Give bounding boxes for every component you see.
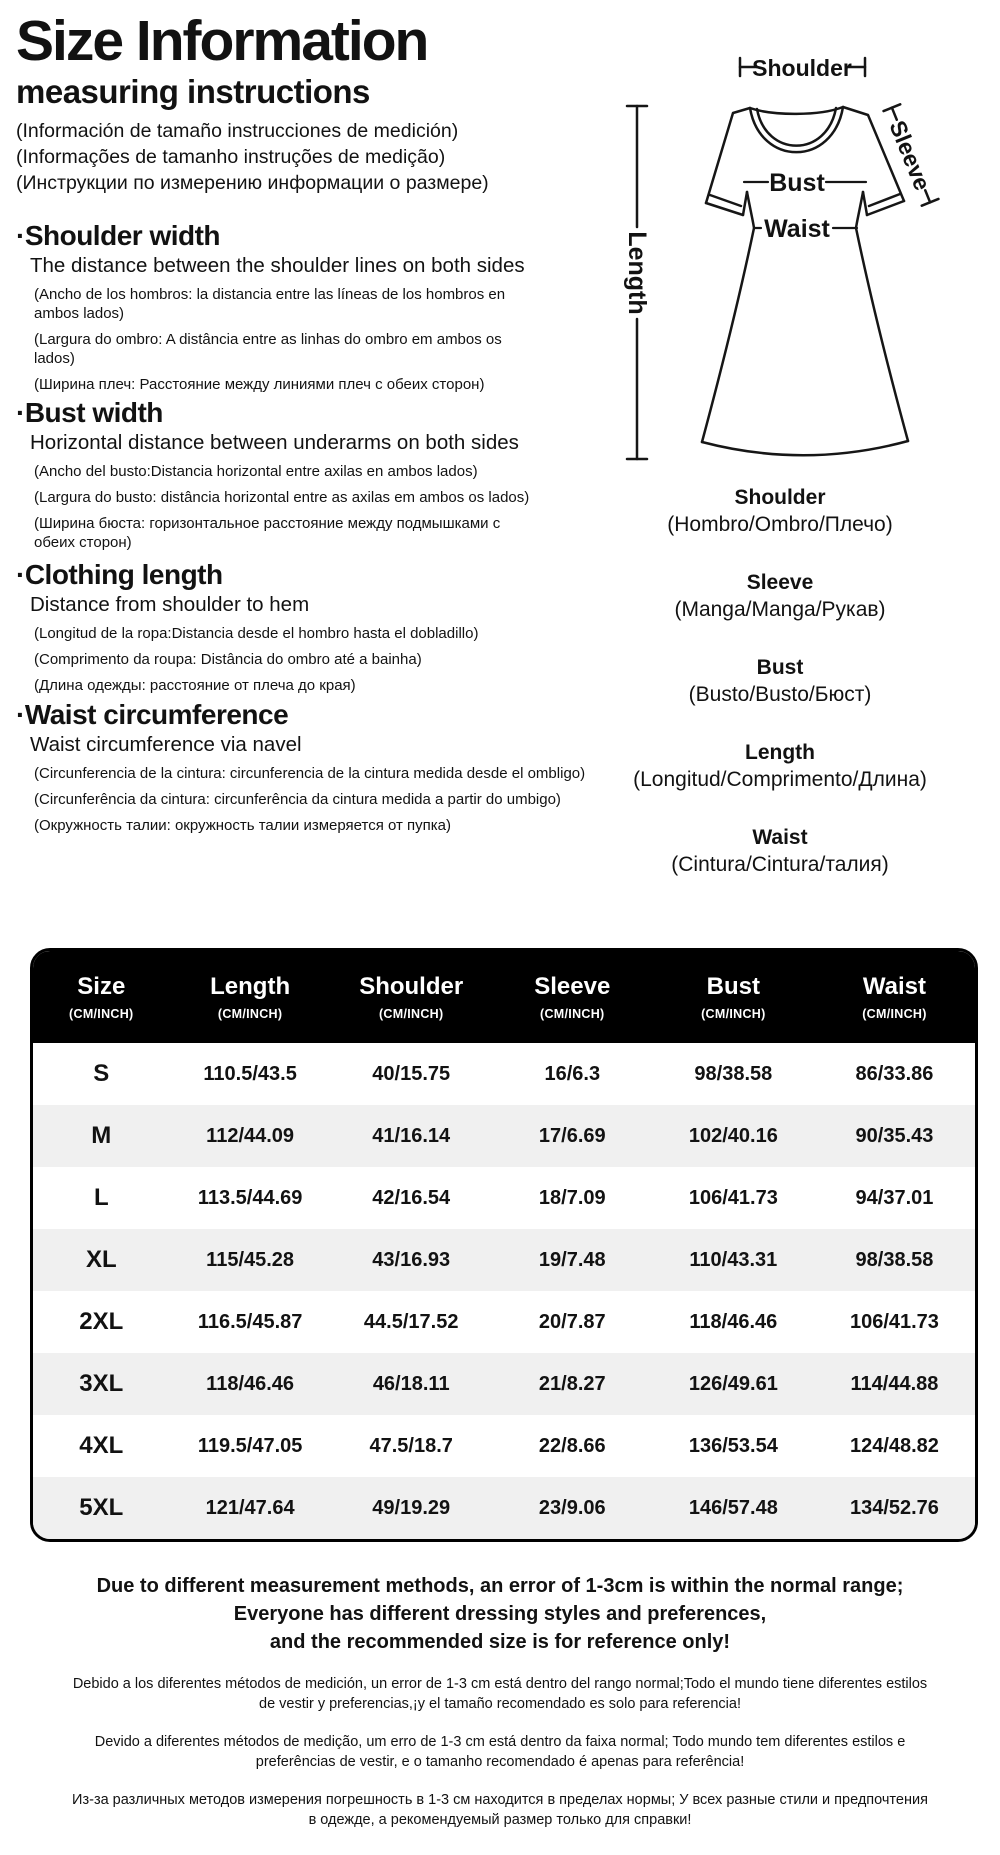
subtitle-translation: (Инструкции по измерению информации о размере) [16, 172, 489, 195]
measurement-section [16, 699, 726, 835]
column-header [331, 951, 492, 1043]
value-cell: 44.5/17.52 [363, 1310, 459, 1333]
measure-label-name: Waist [752, 826, 808, 849]
section-translation: (Largura do ombro: A distância entre as linhas do ombro em ambos os lados) [34, 331, 502, 367]
column-header-label: Size [77, 972, 126, 1000]
value-cell: 17/6.69 [538, 1124, 606, 1147]
length-label: Length [623, 231, 651, 315]
value-cell: 118/46.46 [689, 1310, 778, 1333]
column-header-label: Length [210, 972, 291, 1000]
size-table-head [33, 951, 975, 1043]
measure-translation-list [560, 484, 1000, 909]
measure-label-translation: (Cintura/Cintura/талия) [671, 853, 889, 876]
sleeve-label: Sleeve [884, 116, 936, 195]
waist-label: Waist [764, 215, 830, 243]
value-cell: 110.5/43.5 [203, 1062, 297, 1085]
column-header-unit: (CM/INCH) [69, 1006, 134, 1021]
value-cell: 126/49.61 [688, 1372, 778, 1395]
size-cell: XL [85, 1246, 117, 1273]
value-cell: 94/37.01 [855, 1186, 934, 1209]
value-cell: 23/9.06 [538, 1496, 606, 1519]
section-translation: (Longitud de la ropa:Distancia desde el hombro hasta el dobladillo) [34, 625, 479, 642]
footer-translation: Debido a los diferentes métodos de medición, un error de 1-3 cm está dentro del rango normal;Todo el mundo tiene diferentes estilos de vestir y preferencias,¡y el tamaño recomendado es solo para referencia! [72, 1676, 928, 1712]
value-cell: 106/41.73 [688, 1186, 778, 1209]
measure-label-translation: (Longitud/Comprimento/Длина) [633, 768, 927, 791]
section-translation: (Circunferencia de la cintura: circunferencia de la cintura medida desde el ombligo) [34, 765, 586, 782]
column-header-unit: (CM/INCH) [217, 1006, 283, 1021]
value-cell: 86/33.86 [855, 1062, 934, 1085]
dress-diagram-svg [530, 35, 980, 475]
measure-label-name: Shoulder [734, 486, 826, 509]
value-cell: 118/46.46 [206, 1372, 295, 1395]
section-description: The distance between the shoulder lines on both sides [30, 254, 525, 277]
value-cell: 121/47.64 [205, 1496, 295, 1519]
section-translation: (Длина одежды: расстояние от плеча до края) [34, 677, 356, 694]
column-header-label: Waist [862, 972, 926, 1000]
size-cell: 5XL [79, 1494, 124, 1521]
shoulder-label: Shoulder [752, 55, 852, 81]
column-header-unit: (CM/INCH) [701, 1006, 766, 1021]
value-cell: 21/8.27 [538, 1372, 606, 1395]
value-cell: 20/7.87 [538, 1310, 606, 1333]
measure-label-item [560, 484, 1000, 538]
measure-label-name: Length [745, 741, 815, 764]
value-cell: 113.5/44.69 [197, 1186, 303, 1209]
footer-highlight [30, 1572, 970, 1656]
section-description: Horizontal distance between underarms on both sides [30, 431, 519, 454]
value-cell: 19/7.48 [538, 1248, 606, 1271]
value-cell: 18/7.09 [538, 1186, 606, 1209]
value-cell: 119.5/47.05 [197, 1434, 303, 1457]
value-cell: 41/16.14 [372, 1124, 451, 1147]
section-heading: ·Shoulder width [16, 220, 221, 251]
value-cell: 22/8.66 [538, 1434, 606, 1457]
section-translation: (Comprimento da roupa: Distância do ombro até a bainha) [34, 651, 422, 668]
value-cell: 146/57.48 [688, 1496, 778, 1519]
subtitle-translations [16, 118, 556, 196]
size-cell: 4XL [79, 1432, 124, 1459]
footer-note-line: and the recommended size is for reference only! [269, 1631, 731, 1653]
table-row [33, 1229, 975, 1291]
page-subtitle: measuring instructions [16, 72, 370, 110]
column-header [653, 951, 814, 1043]
measurement-section [16, 559, 536, 695]
measure-label-translation: (Hombro/Ombro/Плечо) [667, 513, 893, 536]
section-translation: (Circunferência da cintura: circunferência da cintura medida a partir do umbigo) [34, 791, 561, 808]
subtitle-translation: (Información de tamaño instrucciones de medición) [16, 120, 459, 143]
value-cell: 106/41.73 [849, 1310, 939, 1333]
value-cell: 49/19.29 [372, 1496, 451, 1519]
value-cell: 98/38.58 [694, 1062, 773, 1085]
footer-translation: Из-за различных методов измерения погрешность в 1-3 см находится в пределах нормы; У всех разные стили и предпочтения в одежде, а рекомендуемый размер только для справки! [72, 1792, 928, 1828]
table-row [33, 1291, 975, 1353]
value-cell: 40/15.75 [372, 1062, 451, 1085]
value-cell: 102/40.16 [688, 1124, 778, 1147]
section-translation: (Ширина плеч: Расстояние между линиями плеч с обеих сторон) [34, 376, 485, 393]
size-cell: L [93, 1184, 109, 1211]
value-cell: 116.5/45.87 [197, 1310, 303, 1333]
section-translation: (Ancho de los hombros: la distancia entre las líneas de los hombros en ambos lados) [34, 286, 506, 322]
section-translation: (Ширина бюста: горизонтальное расстояние между подмышками с обеих сторон) [34, 515, 501, 551]
size-cell: S [93, 1060, 110, 1087]
section-heading: ·Bust width [16, 397, 163, 428]
column-header [33, 951, 170, 1043]
section-heading: ·Waist circumference [16, 699, 289, 730]
section-description: Distance from shoulder to hem [30, 593, 310, 616]
footer-translation: Devido a diferentes métodos de medição, um erro de 1-3 cm está dentro da faixa normal; Todo mundo tem diferentes estilos e preferências de vestir, e o tamanho recomendado é apenas para referência! [94, 1734, 906, 1770]
size-cell: M [91, 1122, 112, 1149]
column-header-unit: (CM/INCH) [540, 1006, 605, 1021]
size-cell: 3XL [79, 1370, 124, 1397]
value-cell: 112/44.09 [206, 1124, 295, 1147]
value-cell: 124/48.82 [849, 1434, 939, 1457]
column-header-label: Sleeve [534, 972, 611, 1000]
page-title: Size Information [16, 9, 428, 73]
value-cell: 46/18.11 [372, 1372, 450, 1395]
column-header-unit: (CM/INCH) [862, 1006, 927, 1021]
section-translation: (Окружность талии: окружность талии измеряется от пупка) [34, 817, 452, 834]
dress-outline [702, 107, 908, 455]
table-row [33, 1477, 975, 1539]
measurement-section [16, 397, 536, 552]
sleeve-dimension-group [879, 103, 941, 207]
measure-label-item [560, 569, 1000, 623]
dress-measurement-diagram [530, 35, 980, 475]
measure-label-name: Sleeve [746, 571, 814, 594]
footer-translations [30, 1674, 970, 1830]
section-translation: (Largura do busto: distância horizontal entre as axilas em ambos os lados) [34, 489, 530, 506]
value-cell: 136/53.54 [688, 1434, 778, 1457]
value-cell: 114/44.88 [850, 1372, 939, 1395]
column-header [170, 951, 331, 1043]
masthead [16, 10, 556, 196]
value-cell: 134/52.76 [849, 1496, 939, 1519]
size-cell: 2XL [79, 1308, 124, 1335]
value-cell: 16/6.3 [544, 1062, 601, 1085]
value-cell: 115/45.28 [206, 1248, 295, 1271]
column-header [492, 951, 653, 1043]
table-row [33, 1105, 975, 1167]
size-table-grid [33, 951, 975, 1539]
value-cell: 42/16.54 [372, 1186, 451, 1209]
table-row [33, 1415, 975, 1477]
section-description: Waist circumference via navel [30, 733, 302, 756]
measure-label-translation: (Busto/Busto/Бюст) [688, 683, 872, 706]
size-table-body [33, 1043, 975, 1539]
size-table [30, 948, 978, 1542]
table-header-row [33, 951, 975, 1043]
value-cell: 43/16.93 [372, 1248, 451, 1271]
measure-label-translation: (Manga/Manga/Рукав) [674, 598, 886, 621]
value-cell: 90/35.43 [855, 1124, 934, 1147]
section-translation: (Ancho del busto:Distancia horizontal entre axilas en ambos lados) [34, 463, 478, 480]
table-row [33, 1043, 975, 1105]
table-row [33, 1167, 975, 1229]
measurement-section [16, 220, 536, 394]
column-header-label: Bust [706, 972, 761, 1000]
subtitle-translation: (Informações de tamanho instruções de medição) [16, 146, 446, 169]
value-cell: 110/43.31 [689, 1248, 778, 1271]
column-header-unit: (CM/INCH) [378, 1006, 444, 1021]
column-header [814, 951, 975, 1043]
value-cell: 98/38.58 [855, 1248, 934, 1271]
footer-notes [30, 1572, 970, 1830]
bust-label: Bust [769, 169, 825, 197]
section-heading: ·Clothing length [16, 559, 223, 590]
table-row [33, 1353, 975, 1415]
footer-note-line: Due to different measurement methods, an error of 1-3cm is within the normal range; [96, 1575, 904, 1597]
value-cell: 47.5/18.7 [369, 1434, 453, 1457]
footer-note-line: Everyone has different dressing styles and preferences, [233, 1603, 767, 1625]
column-header-label: Shoulder [359, 972, 464, 1000]
measure-label-name: Bust [756, 656, 804, 679]
